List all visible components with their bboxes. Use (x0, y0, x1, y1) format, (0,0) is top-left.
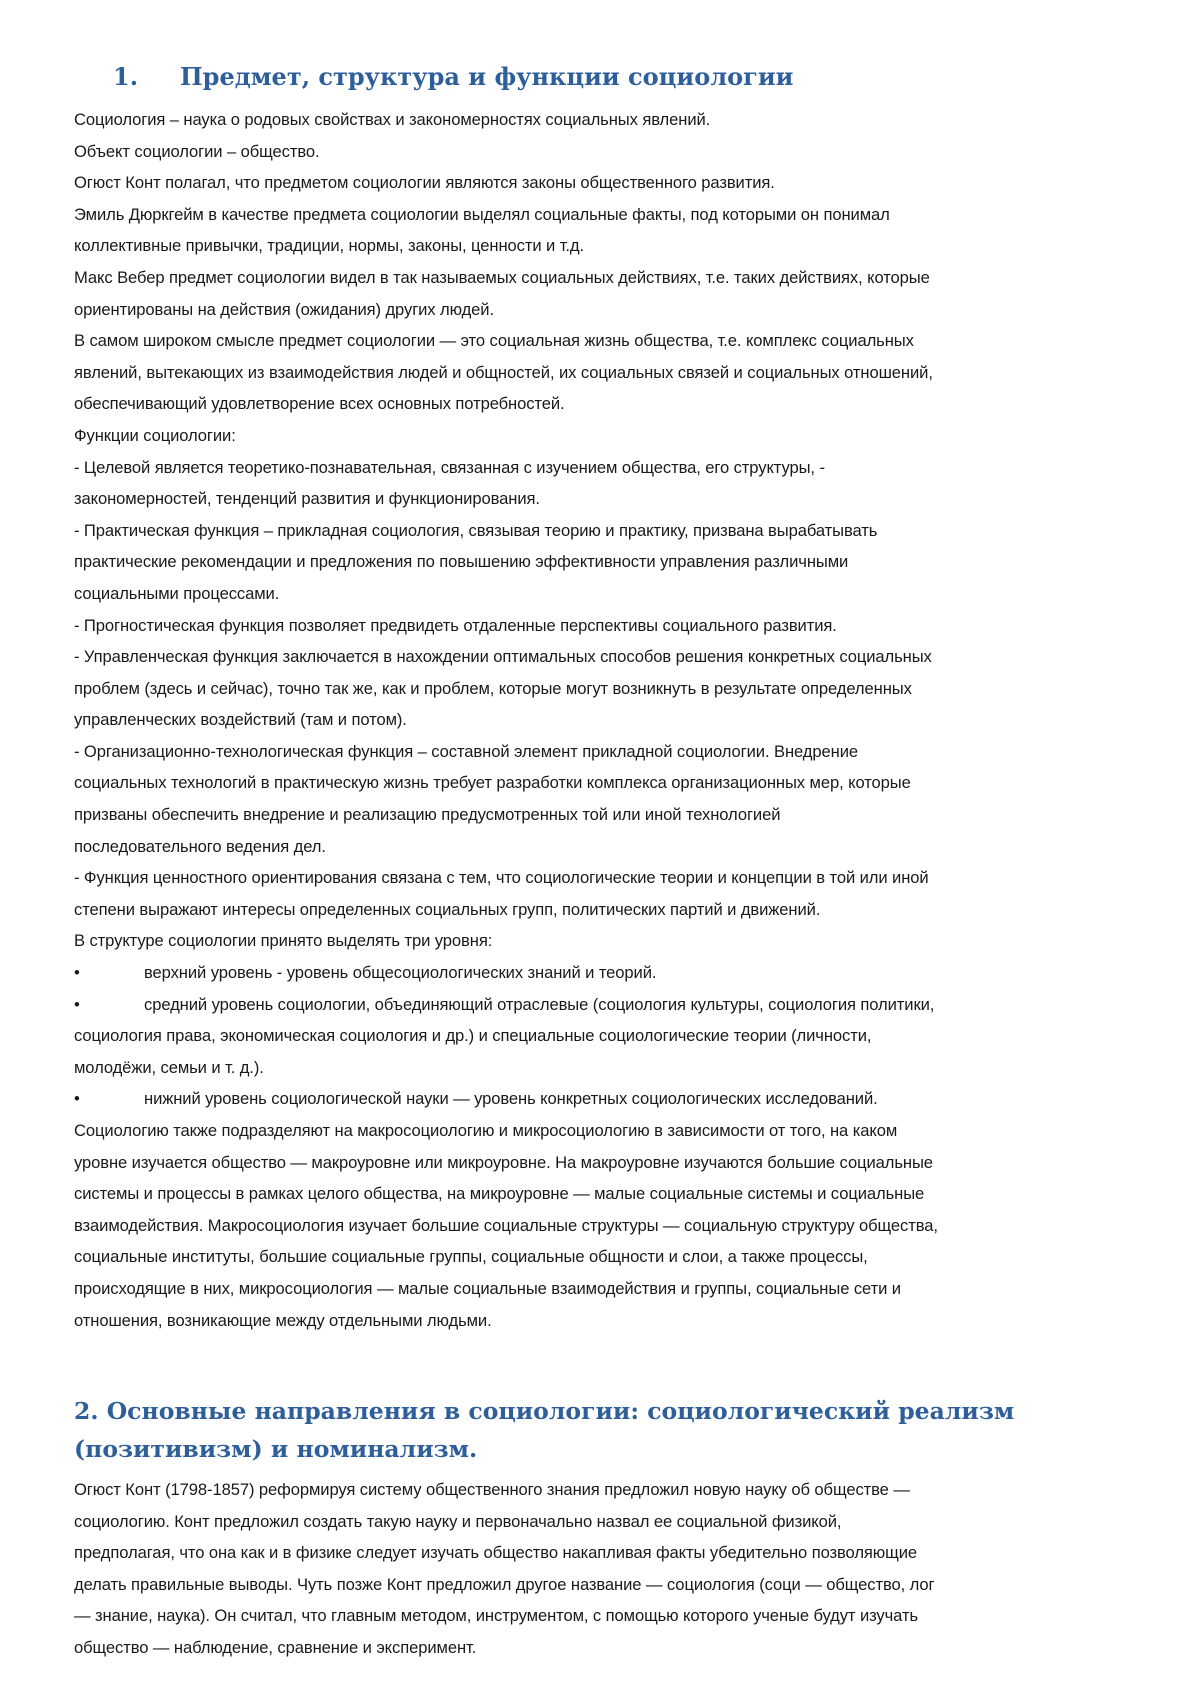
paragraph-line: системы и процессы в рамках целого общества, на микроуровне — малые социальные системы и социальные (74, 1184, 925, 1204)
paragraph-line: проблем (здесь и сейчас), точно так же, как и проблем, которые могут возникнуть в результате определенных (74, 678, 912, 698)
paragraph-line: обеспечивающий удовлетворение всех основных потребностей. (74, 394, 565, 414)
paragraph-line: социальных технологий в практическую жизнь требует разработки комплекса организационных мер, которые (74, 773, 911, 793)
section-2-title-line: (позитивизм) и номинализм. (74, 1435, 478, 1463)
paragraph-line: Эмиль Дюркгейм в качестве предмета социологии выделял социальные факты, под которыми он понимал (74, 204, 890, 224)
paragraph-line: последовательного ведения дел. (74, 836, 326, 856)
list-item-text: нижний уровень социологической науки — уровень конкретных социологических исследований. (144, 1089, 878, 1109)
paragraph-line: - Управленческая функция заключается в нахождении оптимальных способов решения конкретных социальных (74, 647, 932, 667)
paragraph-line: социальными процессами. (74, 583, 280, 603)
paragraph-line: В самом широком смысле предмет социологии — это социальная жизнь общества, т.е. комплекс социальных (74, 331, 914, 351)
section-1-title: Предмет, структура и функции социологии (180, 62, 794, 91)
paragraph-line: взаимодействия. Макросоциология изучает большие социальные структуры — социальную структуру общества, (74, 1215, 938, 1235)
paragraph-line: социологию. Конт предложил создать такую науку и первоначально назвал ее социальной физикой, (74, 1511, 842, 1531)
list-item-text: верхний уровень - уровень общесоциологических знаний и теорий. (144, 963, 657, 983)
list-item (74, 957, 1154, 989)
paragraph-line: ориентированы на действия (ожидания) других людей. (74, 299, 494, 319)
paragraph-line: Объект социологии – общество. (74, 141, 320, 161)
paragraph-line: - Практическая функция – прикладная социология, связывая теорию и практику, призвана вырабатывать (74, 520, 878, 540)
section-2-heading (74, 1392, 1154, 1468)
list-item (74, 1083, 1154, 1115)
paragraph-line: предполагая, что она как и в физике следует изучать общество накапливая факты убедительно позволяющие (74, 1543, 917, 1563)
paragraph-line: Огюст Конт (1798-1857) реформируя систему общественного знания предложил новую науку об обществе — (74, 1480, 910, 1499)
section-1-body (74, 104, 1154, 1336)
paragraph-line: Социология – наука о родовых свойствах и закономерностях социальных явлений. (74, 110, 711, 129)
paragraph-line: призваны обеспечить внедрение и реализацию предусмотренных той или иной технологией (74, 805, 781, 825)
paragraph-line: Социологию также подразделяют на макросоциологию и микросоциологию в зависимости от того, на каком (74, 1121, 898, 1140)
paragraph-line: Макс Вебер предмет социологии видел в так называемых социальных действиях, т.е. таких действиях, которые (74, 267, 930, 287)
bullet-icon: • (74, 1089, 80, 1109)
paragraph-line: уровне изучается общество — макроуровне или микроуровне. На макроуровне изучаются большие социальные (74, 1152, 933, 1172)
functions-heading: Функции социологии: (74, 425, 236, 445)
list-item-continuation: молодёжи, семьи и т. д.). (74, 1057, 264, 1077)
paragraph-line: - Прогностическая функция позволяет предвидеть отдаленные перспективы социального развития. (74, 615, 837, 635)
paragraph-line: происходящие в них, микросоциология — малые социальные взаимодействия и группы, социальные сети и (74, 1278, 901, 1298)
paragraph-line: - Организационно-технологическая функция – составной элемент прикладной социологии. Внедрение (74, 741, 858, 761)
section-2-title-line: 2. Основные направления в социологии: социологический реализм (74, 1397, 1015, 1425)
section-1-number: 1. (113, 62, 139, 91)
paragraph-line: - Целевой является теоретико-познавательная, связанная с изучением общества, его структуры, - (74, 457, 825, 477)
list-item-text: средний уровень социологии, объединяющий отраслевые (социология культуры, социология политики, (144, 994, 935, 1014)
paragraph-line: практические рекомендации и предложения по повышению эффективности управления различными (74, 552, 849, 572)
paragraph-line: коллективные привычки, традиции, нормы, законы, ценности и т.д. (74, 236, 584, 256)
list-item (74, 989, 1154, 1021)
section-1-heading (113, 60, 1113, 94)
paragraph-line: закономерностей, тенденций развития и функционирования. (74, 489, 540, 509)
paragraph-line: общество — наблюдение, сравнение и эксперимент. (74, 1637, 477, 1657)
paragraph-line: явлений, вытекающих из взаимодействия людей и общностей, их социальных связей и социальных отношений, (74, 362, 933, 382)
paragraph-line: управленческих воздействий (там и потом). (74, 710, 407, 730)
paragraph-line: Огюст Конт полагал, что предметом социологии являются законы общественного развития. (74, 173, 775, 193)
paragraph-line: социальные институты, большие социальные группы, социальные общности и слои, а также процессы, (74, 1247, 868, 1267)
bullet-icon: • (74, 994, 80, 1014)
bullet-icon: • (74, 963, 80, 983)
paragraph-line: степени выражают интересы определенных социальных групп, политических партий и движений. (74, 899, 821, 919)
section-2-body (74, 1474, 1154, 1664)
list-item-continuation: социология права, экономическая социология и др.) и специальные социологические теории (личности, (74, 1026, 872, 1046)
paragraph-line: делать правильные выводы. Чуть позже Конт предложил другое название — социология (соци — общество, лог (74, 1574, 935, 1594)
paragraph-line: — знание, наука). Он считал, что главным методом, инструментом, с помощью которого ученые будут изучать (74, 1606, 918, 1626)
paragraph-line: отношения, возникающие между отдельными людьми. (74, 1310, 492, 1330)
paragraph-line: В структуре социологии принято выделять три уровня: (74, 931, 493, 951)
paragraph-line: - Функция ценностного ориентирования связана с тем, что социологические теории и концепции в той или иной (74, 868, 929, 888)
